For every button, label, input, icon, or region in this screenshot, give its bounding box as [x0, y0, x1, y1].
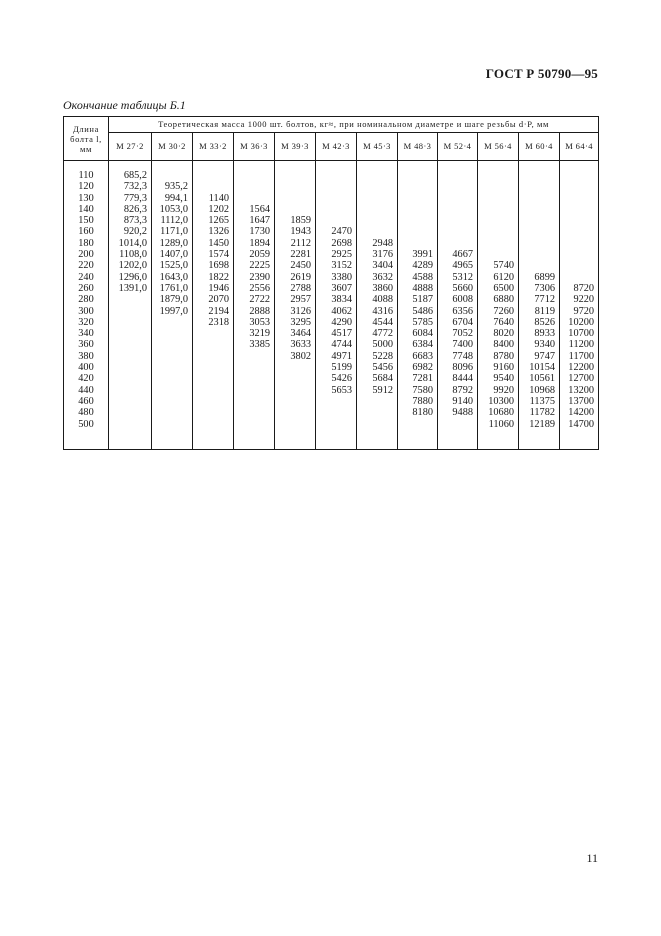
size-header: M 27·2: [109, 133, 152, 161]
mass-values: 4667 4965 5312 5660 6008 6356 6704 7052 7400 7748 8096 8444 8792 9140 9488: [438, 161, 478, 450]
mass-values: 1859 1943 2112 2281 2450 2619 2788 2957 3126 3295 3464 3633 3802: [275, 161, 316, 450]
size-header: M 42·3: [316, 133, 357, 161]
table-caption: Окончание таблицы Б.1: [63, 98, 186, 112]
bolt-mass-table: [63, 116, 599, 450]
size-header: M 33·2: [193, 133, 234, 161]
size-header: M 39·3: [275, 133, 316, 161]
document-code: ГОСТ Р 50790—95: [485, 66, 598, 81]
mass-values: 1140 1202 1265 1326 1450 1574 1698 1822 1946 2070 2194 2318: [193, 161, 234, 450]
size-header: M 36·3: [234, 133, 275, 161]
length-header: Длина болта l, мм: [64, 117, 109, 161]
mass-values: 2470 2698 2925 3152 3380 3607 3834 4062 4290 4517 4744 4971 5199 5426 5653: [316, 161, 357, 450]
mass-values: 6899 7306 7712 8119 8526 8933 9340 9747 10154 10561 10968 11375 11782 12189: [519, 161, 560, 450]
mass-values: 1564 1647 1730 1894 2059 2225 2390 2556 2722 2888 3053 3219 3385: [234, 161, 275, 450]
size-header: M 60·4: [519, 133, 560, 161]
size-header: M 52·4: [438, 133, 478, 161]
mass-values: 685,2 732,3 779,3 826,3 873,3 920,2 1014,0 1108,0 1202,0 1296,0 1391,0: [109, 161, 152, 450]
size-header: M 56·4: [478, 133, 519, 161]
size-header: M 45·3: [357, 133, 398, 161]
page-number: 11: [586, 851, 598, 865]
size-header: M 64·4: [560, 133, 599, 161]
mass-values: 8720 9220 9720 10200 10700 11200 11700 12200 12700 13200 13700 14200 14700: [560, 161, 599, 450]
size-header: M 48·3: [398, 133, 438, 161]
mass-values: 935,2 994,1 1053,0 1112,0 1171,0 1289,0 1407,0 1525,0 1643,0 1761,0 1879,0 1997,0: [152, 161, 193, 450]
size-header: M 30·2: [152, 133, 193, 161]
mass-values: 2948 3176 3404 3632 3860 4088 4316 4544 4772 5000 5228 5456 5684 5912: [357, 161, 398, 450]
mass-values: 5740 6120 6500 6880 7260 7640 8020 8400 8780 9160 9540 9920 10300 10680 11060: [478, 161, 519, 450]
length-values: 110 120 130 140 150 160 180 200 220 240 260 280 300 320 340 360 380 400 420 440 460 480 500: [64, 161, 109, 450]
mass-header: Теоретическая масса 1000 шт. болтов, кг≈, при номинальном диаметре и шаге резьбы d·P, мм: [109, 117, 599, 133]
mass-values: 3991 4289 4588 4888 5187 5486 5785 6084 6384 6683 6982 7281 7580 7880 8180: [398, 161, 438, 450]
